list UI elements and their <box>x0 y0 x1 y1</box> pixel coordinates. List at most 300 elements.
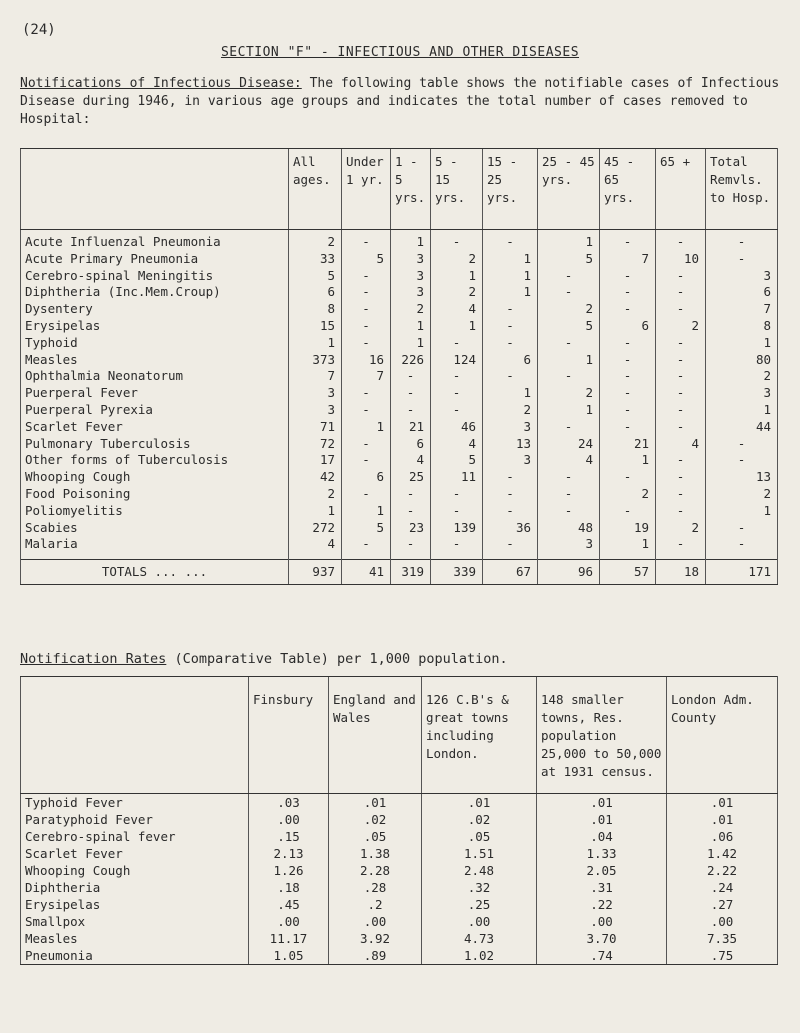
cell-value: - <box>342 402 391 419</box>
cell-value: 2 <box>656 520 706 537</box>
rate-value: .02 <box>329 811 422 828</box>
rates-table <box>20 676 778 965</box>
rate-value: .24 <box>667 879 778 896</box>
rate-value: .03 <box>249 794 329 812</box>
cell-value: 2 <box>289 486 342 503</box>
cell-value: 1 <box>483 251 538 268</box>
cell-value: 3 <box>391 284 431 301</box>
cell-value: - <box>656 268 706 285</box>
disease-name: Erysipelas <box>21 318 289 335</box>
cell-value: 3 <box>289 402 342 419</box>
table-row <box>21 318 778 335</box>
rate-value: 1.51 <box>422 845 537 862</box>
cell-value: 36 <box>483 520 538 537</box>
cell-value: 2 <box>538 385 600 402</box>
cell-value: 15 <box>289 318 342 335</box>
table-row <box>21 301 778 318</box>
cell-value: - <box>600 352 656 369</box>
disease-name: Poliomyelitis <box>21 503 289 520</box>
cell-value: 1 <box>391 318 431 335</box>
disease-name: Other forms of Tuberculosis <box>21 452 289 469</box>
cell-value: 5 <box>538 318 600 335</box>
cell-value: 373 <box>289 352 342 369</box>
cell-value: 5 <box>342 251 391 268</box>
disease-name: Cerebro-spinal fever <box>21 828 249 845</box>
cell-value: 3 <box>391 251 431 268</box>
rate-value: .04 <box>537 828 667 845</box>
cell-value: 21 <box>391 419 431 436</box>
cell-value: 5 <box>289 268 342 285</box>
cell-value: - <box>538 419 600 436</box>
cell-value: - <box>342 335 391 352</box>
cell-value: 46 <box>431 419 483 436</box>
intro-paragraph <box>20 75 790 129</box>
column-header: 25 - 45 yrs. <box>538 149 600 230</box>
rate-value: 2.05 <box>537 862 667 879</box>
cell-value: - <box>342 268 391 285</box>
disease-name: Food Poisoning <box>21 486 289 503</box>
rate-value: .25 <box>422 896 537 913</box>
cell-value: - <box>706 520 778 537</box>
disease-name: Pulmonary Tuberculosis <box>21 436 289 453</box>
disease-name: Smallpox <box>21 913 249 930</box>
rate-value: .45 <box>249 896 329 913</box>
table-row <box>21 419 778 436</box>
rate-value: .06 <box>667 828 778 845</box>
disease-name: Scabies <box>21 520 289 537</box>
rate-value: .31 <box>537 879 667 896</box>
cell-value: 72 <box>289 436 342 453</box>
cell-value: - <box>342 318 391 335</box>
cell-value: - <box>342 486 391 503</box>
cell-value: - <box>656 419 706 436</box>
cell-value: - <box>391 486 431 503</box>
cell-value: 2 <box>706 368 778 385</box>
cell-value: - <box>600 368 656 385</box>
cell-value: 25 <box>391 469 431 486</box>
cell-value: - <box>391 368 431 385</box>
cell-value: - <box>600 230 656 251</box>
cell-value: - <box>483 368 538 385</box>
disease-name: Typhoid <box>21 335 289 352</box>
rate-value: 11.17 <box>249 930 329 947</box>
table-row <box>21 947 778 965</box>
cell-value: 1 <box>538 230 600 251</box>
cell-value: 3 <box>538 536 600 553</box>
section-title: SECTION "F" - INFECTIOUS AND OTHER DISEASES <box>220 45 580 60</box>
cell-value: 44 <box>706 419 778 436</box>
rate-value: .01 <box>667 811 778 828</box>
cell-value: 1 <box>538 352 600 369</box>
cell-value: - <box>706 230 778 251</box>
rate-value: .27 <box>667 896 778 913</box>
cell-value: 3 <box>289 385 342 402</box>
total-value: 937 <box>289 560 342 585</box>
column-header: 5 - 15 yrs. <box>431 149 483 230</box>
cell-value: - <box>483 318 538 335</box>
cell-value: - <box>538 284 600 301</box>
cell-value: 1 <box>431 318 483 335</box>
cell-value: 16 <box>342 352 391 369</box>
cell-value: - <box>600 284 656 301</box>
cell-value: 10 <box>656 251 706 268</box>
cell-value: 48 <box>538 520 600 537</box>
total-value: 171 <box>706 560 778 585</box>
disease-name: Acute Influenzal Pneumonia <box>21 230 289 251</box>
cell-value: 6 <box>706 284 778 301</box>
cell-value: 2 <box>706 486 778 503</box>
table-row <box>21 368 778 385</box>
rate-value: .89 <box>329 947 422 965</box>
cell-value: - <box>431 536 483 553</box>
disease-name: Diphtheria (Inc.Mem.Croup) <box>21 284 289 301</box>
cell-value: 1 <box>538 402 600 419</box>
cell-value: 1 <box>391 335 431 352</box>
rate-value: .74 <box>537 947 667 965</box>
cell-value: 19 <box>600 520 656 537</box>
column-header: Total Remvls. to Hosp. <box>706 149 778 230</box>
disease-name: Pneumonia <box>21 947 249 965</box>
cell-value: 6 <box>289 284 342 301</box>
rate-value: 1.38 <box>329 845 422 862</box>
cell-value: 3 <box>483 452 538 469</box>
cell-value: 124 <box>431 352 483 369</box>
total-value: 96 <box>538 560 600 585</box>
rate-value: 1.33 <box>537 845 667 862</box>
table-row <box>21 896 778 913</box>
cell-value: 1 <box>289 503 342 520</box>
cell-value: 2 <box>600 486 656 503</box>
rate-value: .05 <box>422 828 537 845</box>
cell-value: 1 <box>706 402 778 419</box>
header-blank <box>21 677 249 794</box>
rate-value: .22 <box>537 896 667 913</box>
rate-value: 7.35 <box>667 930 778 947</box>
rate-value: .75 <box>667 947 778 965</box>
cell-value: - <box>342 230 391 251</box>
cell-value: 23 <box>391 520 431 537</box>
cell-value: 6 <box>391 436 431 453</box>
cell-value: - <box>706 251 778 268</box>
intro-lead: Notifications of Infectious Disease: <box>20 76 302 91</box>
disease-name: Diphtheria <box>21 879 249 896</box>
disease-name: Paratyphoid Fever <box>21 811 249 828</box>
cell-value: - <box>600 419 656 436</box>
table-row <box>21 284 778 301</box>
table-row <box>21 230 778 251</box>
cell-value: 5 <box>342 520 391 537</box>
cell-value: 5 <box>431 452 483 469</box>
table-row <box>21 828 778 845</box>
cell-value: 139 <box>431 520 483 537</box>
cell-value: 3 <box>391 268 431 285</box>
cell-value: 2 <box>656 318 706 335</box>
cell-value: - <box>656 452 706 469</box>
cell-value: 42 <box>289 469 342 486</box>
cell-value: - <box>483 536 538 553</box>
cell-value: 71 <box>289 419 342 436</box>
disease-name: Ophthalmia Neonatorum <box>21 368 289 385</box>
cell-value: 8 <box>289 301 342 318</box>
disease-name: Measles <box>21 352 289 369</box>
rate-value: 2.22 <box>667 862 778 879</box>
rate-value: .01 <box>329 794 422 812</box>
cell-value: 1 <box>289 335 342 352</box>
total-value: 18 <box>656 560 706 585</box>
rate-value: .00 <box>329 913 422 930</box>
rate-value: .18 <box>249 879 329 896</box>
column-header: London Adm. County <box>667 677 778 794</box>
cell-value: 1 <box>483 284 538 301</box>
column-header: England and Wales <box>329 677 422 794</box>
cell-value: 13 <box>483 436 538 453</box>
cell-value: 2 <box>431 251 483 268</box>
table-row <box>21 503 778 520</box>
cell-value: - <box>656 486 706 503</box>
cell-value: - <box>342 284 391 301</box>
cell-value: 8 <box>706 318 778 335</box>
cell-value: - <box>431 368 483 385</box>
rate-value: .2 <box>329 896 422 913</box>
column-header: 15 - 25 yrs. <box>483 149 538 230</box>
cell-value: - <box>431 402 483 419</box>
table-row <box>21 385 778 402</box>
cell-value: - <box>538 335 600 352</box>
cell-value: 1 <box>706 503 778 520</box>
column-header: 1 - 5 yrs. <box>391 149 431 230</box>
cell-value: - <box>483 503 538 520</box>
cell-value: 1 <box>600 452 656 469</box>
cell-value: 7 <box>342 368 391 385</box>
column-header: Under 1 yr. <box>342 149 391 230</box>
disease-name: Puerperal Pyrexia <box>21 402 289 419</box>
cell-value: 6 <box>483 352 538 369</box>
cell-value: 3 <box>483 419 538 436</box>
rate-value: 3.92 <box>329 930 422 947</box>
cell-value: - <box>342 536 391 553</box>
cell-value: - <box>483 486 538 503</box>
rate-value: 1.42 <box>667 845 778 862</box>
total-value: 67 <box>483 560 538 585</box>
cell-value: 17 <box>289 452 342 469</box>
cell-value: - <box>600 301 656 318</box>
rate-value: .00 <box>422 913 537 930</box>
cell-value: - <box>342 452 391 469</box>
cell-value: 7 <box>706 301 778 318</box>
column-header: All ages. <box>289 149 342 230</box>
cell-value: - <box>706 452 778 469</box>
cell-value: - <box>600 335 656 352</box>
cell-value: - <box>656 352 706 369</box>
rate-value: .00 <box>537 913 667 930</box>
cell-value: - <box>431 503 483 520</box>
table-row <box>21 930 778 947</box>
cell-value: 21 <box>600 436 656 453</box>
disease-name: Scarlet Fever <box>21 845 249 862</box>
rates-text: (Comparative Table) per 1,000 population. <box>166 651 508 667</box>
cell-value: 4 <box>391 452 431 469</box>
table-row <box>21 811 778 828</box>
rate-value: .01 <box>422 794 537 812</box>
cell-value: 1 <box>342 503 391 520</box>
cell-value: 1 <box>706 335 778 352</box>
cell-value: - <box>656 368 706 385</box>
cell-value: 13 <box>706 469 778 486</box>
disease-name: Whooping Cough <box>21 469 289 486</box>
rate-value: 4.73 <box>422 930 537 947</box>
cell-value: 11 <box>431 469 483 486</box>
rates-lead: Notification Rates <box>20 651 167 667</box>
cell-value: 1 <box>431 268 483 285</box>
table-row <box>21 794 778 812</box>
cell-value: - <box>656 536 706 553</box>
disease-name: Malaria <box>21 536 289 553</box>
cell-value: 80 <box>706 352 778 369</box>
cell-value: - <box>656 385 706 402</box>
cell-value: 1 <box>483 385 538 402</box>
cell-value: - <box>656 230 706 251</box>
column-header: 148 smaller towns, Res. population 25,000 to 50,000 at 1931 census. <box>537 677 667 794</box>
disease-name: Measles <box>21 930 249 947</box>
cell-value: - <box>431 335 483 352</box>
cell-value: - <box>538 486 600 503</box>
column-header: 65 + <box>656 149 706 230</box>
cell-value: - <box>656 335 706 352</box>
cell-value: - <box>538 368 600 385</box>
column-header: 126 C.B's & great towns including London. <box>422 677 537 794</box>
cell-value: - <box>600 503 656 520</box>
rate-value: .05 <box>329 828 422 845</box>
page-number: (24) <box>22 22 56 38</box>
cell-value: - <box>538 268 600 285</box>
table-row <box>21 845 778 862</box>
cell-value: - <box>600 402 656 419</box>
table-row <box>21 469 778 486</box>
notifications-table <box>20 148 778 585</box>
totals-row <box>21 560 778 585</box>
rate-value: .02 <box>422 811 537 828</box>
header-blank <box>21 149 289 230</box>
cell-value: 4 <box>656 436 706 453</box>
cell-value: - <box>431 385 483 402</box>
cell-value: 2 <box>538 301 600 318</box>
rate-value: .00 <box>667 913 778 930</box>
rate-value: .28 <box>329 879 422 896</box>
disease-name: Puerperal Fever <box>21 385 289 402</box>
cell-value: 3 <box>706 268 778 285</box>
disease-name: Cerebro-spinal Meningitis <box>21 268 289 285</box>
cell-value: 1 <box>391 230 431 251</box>
cell-value: - <box>600 385 656 402</box>
cell-value: - <box>431 486 483 503</box>
cell-value: - <box>342 301 391 318</box>
table-row <box>21 335 778 352</box>
table-row <box>21 486 778 503</box>
intro-text: The following table shows the notifiable cases of Infectious Disease during 1946, in various age groups and indicates the total number of cases removed to Hospital: <box>20 76 780 127</box>
cell-value: - <box>483 335 538 352</box>
totals-label: TOTALS ... ... <box>21 560 289 585</box>
disease-name: Erysipelas <box>21 896 249 913</box>
cell-value: - <box>391 536 431 553</box>
total-value: 319 <box>391 560 431 585</box>
cell-value: - <box>391 402 431 419</box>
total-value: 41 <box>342 560 391 585</box>
rate-value: 1.02 <box>422 947 537 965</box>
cell-value: 33 <box>289 251 342 268</box>
rate-value: .15 <box>249 828 329 845</box>
table-row <box>21 536 778 553</box>
cell-value: - <box>656 503 706 520</box>
table-row <box>21 879 778 896</box>
rate-value: 2.28 <box>329 862 422 879</box>
cell-value: - <box>656 284 706 301</box>
table-row <box>21 452 778 469</box>
cell-value: - <box>706 536 778 553</box>
cell-value: 6 <box>600 318 656 335</box>
rate-value: 1.26 <box>249 862 329 879</box>
cell-value: 4 <box>289 536 342 553</box>
table-row <box>21 402 778 419</box>
disease-name: Dysentery <box>21 301 289 318</box>
cell-value: 4 <box>431 301 483 318</box>
cell-value: - <box>538 503 600 520</box>
cell-value: 226 <box>391 352 431 369</box>
cell-value: 7 <box>600 251 656 268</box>
total-value: 57 <box>600 560 656 585</box>
cell-value: 7 <box>289 368 342 385</box>
cell-value: - <box>656 402 706 419</box>
cell-value: - <box>431 230 483 251</box>
rate-value: .00 <box>249 811 329 828</box>
cell-value: - <box>342 436 391 453</box>
total-value: 339 <box>431 560 483 585</box>
cell-value: 3 <box>706 385 778 402</box>
rate-value: 1.05 <box>249 947 329 965</box>
rate-value: .01 <box>537 811 667 828</box>
column-header: Finsbury <box>249 677 329 794</box>
rate-value: 2.13 <box>249 845 329 862</box>
table-row <box>21 268 778 285</box>
cell-value: 1 <box>342 419 391 436</box>
cell-value: - <box>538 469 600 486</box>
cell-value: - <box>656 469 706 486</box>
cell-value: 2 <box>483 402 538 419</box>
rate-value: .32 <box>422 879 537 896</box>
table-row <box>21 862 778 879</box>
cell-value: 2 <box>391 301 431 318</box>
table-row <box>21 913 778 930</box>
rate-value: .00 <box>249 913 329 930</box>
cell-value: 4 <box>538 452 600 469</box>
cell-value: - <box>483 469 538 486</box>
disease-name: Whooping Cough <box>21 862 249 879</box>
rate-value: .01 <box>667 794 778 812</box>
cell-value: 1 <box>600 536 656 553</box>
cell-value: - <box>706 436 778 453</box>
cell-value: - <box>600 268 656 285</box>
disease-name: Scarlet Fever <box>21 419 289 436</box>
rate-value: .01 <box>537 794 667 812</box>
table-row <box>21 520 778 537</box>
rate-value: 3.70 <box>537 930 667 947</box>
cell-value: 6 <box>342 469 391 486</box>
rates-heading <box>20 651 508 667</box>
cell-value: - <box>483 230 538 251</box>
rate-value: 2.48 <box>422 862 537 879</box>
cell-value: 5 <box>538 251 600 268</box>
cell-value: 1 <box>483 268 538 285</box>
disease-name: Typhoid Fever <box>21 794 249 812</box>
